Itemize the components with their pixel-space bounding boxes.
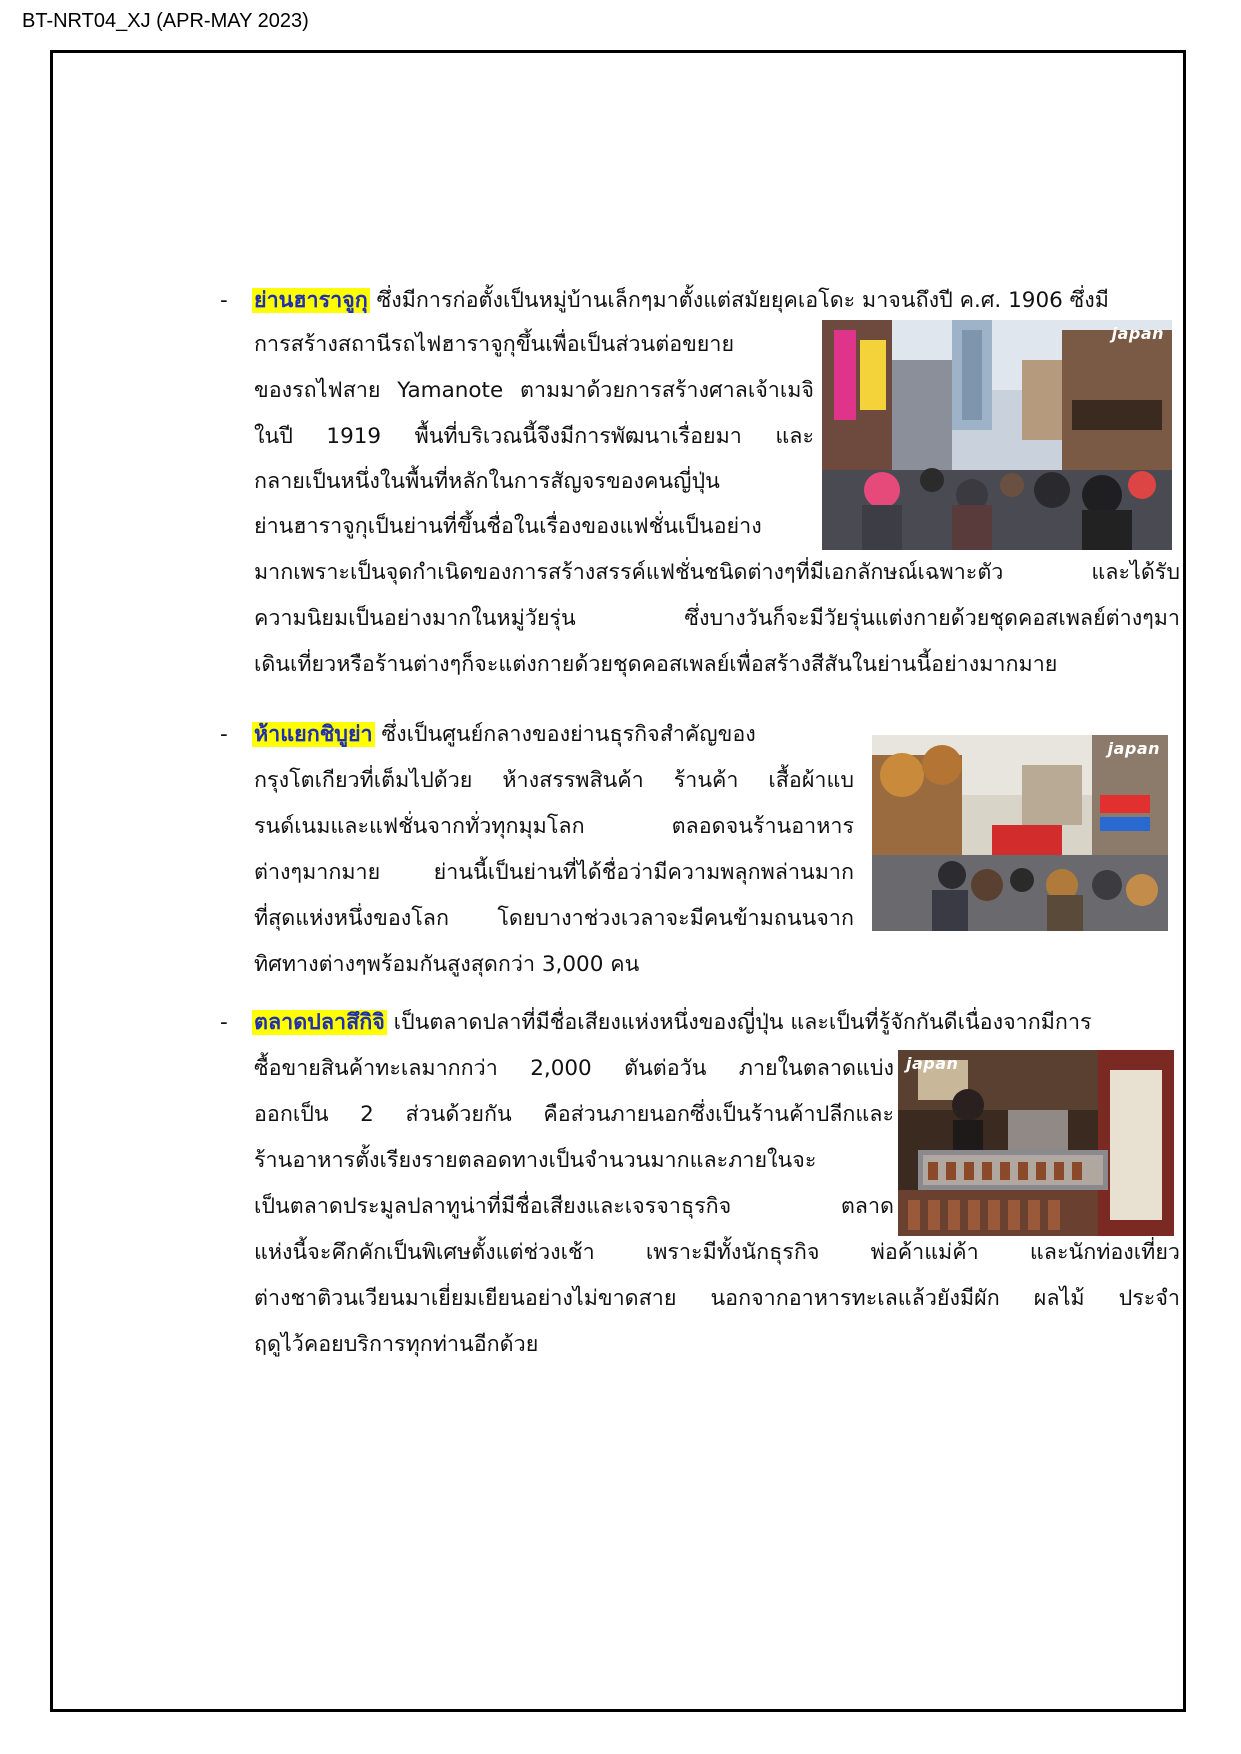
tsukiji-line-8: ฤดูไว้คอยบริการทุกท่านอีกด้วย xyxy=(254,1332,539,1357)
tsukiji-market-photo xyxy=(898,1050,1174,1236)
harajuku-street-photo xyxy=(822,320,1172,550)
harajuku-photo-watermark: japan xyxy=(1111,324,1164,343)
tsukiji-line-6: แห่งนี้จะคึกคักเป็นพิเศษตั้งแต่ช่วงเช้า เพราะมีทั้งนักธุรกิจ พ่อค้าแม่ค้า และนักท่องเที่ยว xyxy=(254,1240,1180,1265)
tsukiji-line-2: ซื้อขายสินค้าทะเลมากกว่า 2,000 ตันต่อวัน ภายในตลาดแบ่ง xyxy=(254,1056,894,1081)
shibuya-line-3: รนด์เนมและแฟชั่นจากทั่วทุกมุมโลก ตลอดจนร้านอาหาร xyxy=(254,814,854,839)
shibuya-line-6: ทิศทางต่างๆพร้อมกันสูงสุดกว่า 3,000 คน xyxy=(254,952,640,977)
tsukiji-title: ตลาดปลาสึกิจิ xyxy=(254,1010,385,1035)
tsukiji-line-4: ร้านอาหารตั้งเรียงรายตลอดทางเป็นจำนวนมากและภายในจะ xyxy=(254,1148,817,1173)
harajuku-line-8: ความนิยมเป็นอย่างมากในหมู่วัยรุ่น ซึ่งบางวันก็จะมีวัยรุ่นแต่งกายด้วยชุดคอสเพลย์ต่างๆมา xyxy=(254,606,1180,631)
shibuya-crossing-photo xyxy=(872,735,1168,931)
harajuku-title: ย่านฮาราจูกุ xyxy=(254,288,368,313)
shibuya-photo-watermark: japan xyxy=(1107,739,1160,758)
shibuya-line-1: ซึ่งเป็นศูนย์กลางของย่านธุรกิจสำคัญของ xyxy=(374,722,756,747)
shibuya-title: ห้าแยกชิบูย่า xyxy=(254,722,373,747)
harajuku-line-4: ในปี 1919 พื้นที่บริเวณนี้จึงมีการพัฒนาเรื่อยมา และ xyxy=(254,424,814,449)
bullet-dash: - xyxy=(220,1010,228,1035)
tsukiji-photo-watermark: japan xyxy=(906,1054,959,1073)
harajuku-line-7: มากเพราะเป็นจุดกำเนิดของการสร้างสรรค์แฟชั่นชนิดต่างๆที่มีเอกลักษณ์เฉพาะตัว และได้รับ xyxy=(254,560,1180,585)
tsukiji-line-7: ต่างชาติวนเวียนมาเยี่ยมเยียนอย่างไม่ขาดสาย นอกจากอาหารทะเลแล้วยังมีผัก ผลไม้ ประจำ xyxy=(254,1286,1180,1311)
bullet-dash: - xyxy=(220,722,228,747)
shibuya-line-5: ที่สุดแห่งหนึ่งของโลก โดยบางาช่วงเวลาจะมีคนข้ามถนนจาก xyxy=(254,906,854,931)
bullet-dash: - xyxy=(220,288,228,313)
harajuku-line-3: ของรถไฟสาย Yamanote ตามมาด้วยการสร้างศาลเจ้าเมจิ xyxy=(254,378,814,403)
shibuya-line-2: กรุงโตเกียวที่เต็มไปด้วย ห้างสรรพสินค้า ร้านค้า เสื้อผ้าแบ xyxy=(254,768,854,793)
shibuya-first-line xyxy=(252,720,852,750)
tsukiji-first-line xyxy=(252,1008,1180,1038)
harajuku-line-9: เดินเที่ยวหรือร้านต่างๆก็จะแต่งกายด้วยชุดคอสเพลย์เพื่อสร้างสีสันในย่านนี้อย่างมากมาย xyxy=(254,652,1058,677)
tsukiji-line-3: ออกเป็น 2 ส่วนด้วยกัน คือส่วนภายนอกซึ่งเป็นร้านค้าปลีกและ xyxy=(254,1102,894,1127)
tsukiji-line-5: เป็นตลาดประมูลปลาทูน่าที่มีชื่อเสียงและเจรจาธุรกิจ ตลาด xyxy=(254,1194,894,1219)
harajuku-line-5: กลายเป็นหนึ่งในพื้นที่หลักในการสัญจรของคนญี่ปุ่น xyxy=(254,469,720,494)
tsukiji-line-1: เป็นตลาดปลาที่มีชื่อเสียงแห่งหนึ่งของญี่ปุ่น และเป็นที่รู้จักกันดีเนื่องจากมีการ xyxy=(386,1010,1092,1035)
document-code: BT-NRT04_XJ (APR-MAY 2023) xyxy=(22,10,309,32)
harajuku-line-2: การสร้างสถานีรถไฟฮาราจูกุขึ้นเพื่อเป็นส่วนต่อขยาย xyxy=(254,332,735,357)
shibuya-line-4: ต่างๆมากมาย ย่านนี้เป็นย่านที่ได้ชื่อว่ามีความพลุกพล่านมาก xyxy=(254,860,854,885)
harajuku-line-6: ย่านฮาราจูกุเป็นย่านที่ขึ้นชื่อในเรื่องของแฟชั่นเป็นอย่าง xyxy=(254,514,762,539)
harajuku-first-line xyxy=(252,286,1180,316)
harajuku-line-1: ซึ่งมีการก่อตั้งเป็นหมู่บ้านเล็กๆมาตั้งแต่สมัยยุคเอโดะ มาจนถึงปี ค.ศ. 1906 ซึ่งมี xyxy=(369,288,1109,313)
